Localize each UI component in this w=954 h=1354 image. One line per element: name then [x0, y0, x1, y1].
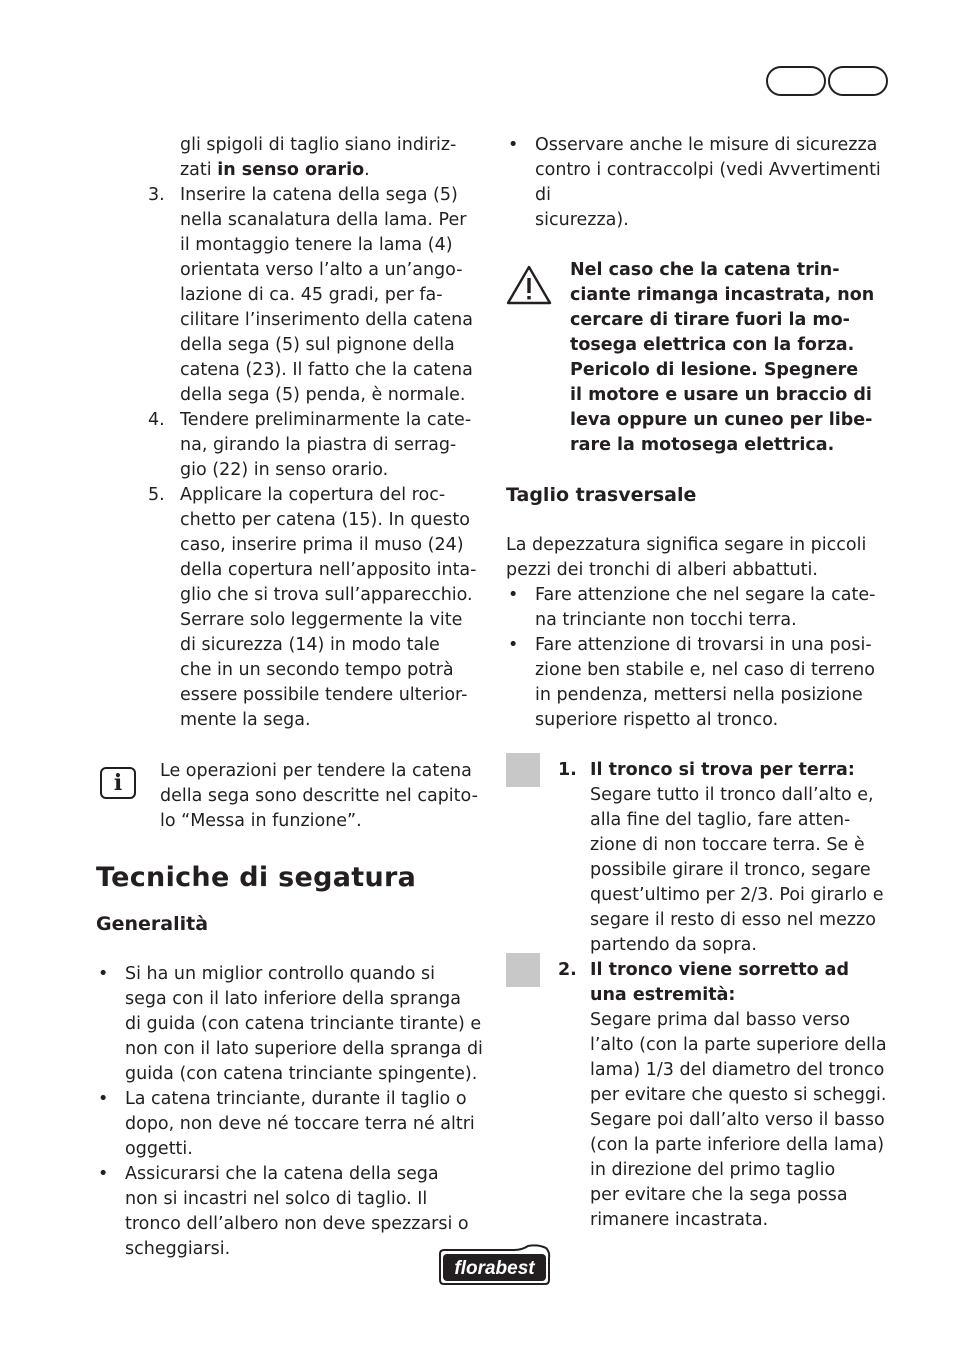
step-number: 2. — [558, 960, 577, 980]
bullet-icon: • — [98, 1164, 109, 1184]
step-heading: Il tronco si trova per terra: — [590, 760, 855, 780]
step-5 — [96, 483, 486, 733]
cut-step-2 — [506, 958, 898, 1233]
list-item — [506, 133, 898, 233]
warning-line: Nel caso che la catena trin- — [570, 260, 840, 280]
bullet-line: Fare attenzione di trovarsi in una posi- — [535, 635, 872, 655]
step-line: Serrare solo leggermente la vite — [180, 610, 463, 630]
step-line: orientata verso l’alto a un’ango- — [180, 260, 463, 280]
bullet-icon: • — [508, 635, 519, 655]
step-line: essere possibile tendere ulterior- — [180, 685, 468, 705]
left-column — [96, 133, 486, 1262]
bullet-line: tronco dell’albero non deve spezzarsi o — [125, 1214, 469, 1234]
info-icon: i — [100, 767, 136, 799]
warning-line: ciante rimanga incastrata, non — [570, 285, 875, 305]
step-4 — [96, 408, 486, 483]
step-line: della sega (5) sul pignone della — [180, 335, 455, 355]
step-line: della sega (5) penda, è normale. — [180, 385, 466, 405]
step-heading: una estremità: — [590, 985, 736, 1005]
list-item — [96, 1087, 486, 1162]
step-line: della copertura nell’apposito inta- — [180, 560, 477, 580]
subsection-title: Generalità — [96, 913, 209, 935]
bullet-icon: • — [508, 585, 519, 605]
step-line: Inserire la catena della sega (5) — [180, 185, 458, 205]
step-number: 4. — [148, 410, 165, 430]
step-line: in direzione del primo taglio — [590, 1160, 836, 1180]
note-line: lo “Messa in funzione”. — [160, 811, 362, 831]
step-line: alla fine del taglio, fare atten- — [590, 810, 851, 830]
step-line: caso, inserire prima il muso (24) — [180, 535, 464, 555]
warning-box — [506, 258, 898, 458]
step-line: gio (22) in senso orario. — [180, 460, 389, 480]
step-line: Segare prima dal basso verso — [590, 1010, 851, 1030]
subsection-title: Taglio trasversale — [506, 484, 697, 506]
step-line: glio che si trova sull’apparecchio. — [180, 585, 473, 605]
bullet-line: La catena trinciante, durante il taglio o — [125, 1089, 467, 1109]
step-line: zione di non toccare terra. Se è — [590, 835, 865, 855]
cut-step-1 — [506, 758, 898, 958]
bullet-line: Assicurarsi che la catena della sega — [125, 1164, 439, 1184]
step-line: per evitare che la sega possa — [590, 1185, 848, 1205]
step-line: che in un secondo tempo potrà — [180, 660, 454, 680]
bullet-line: in pendenza, mettersi nella posizione — [535, 685, 863, 705]
step-3 — [96, 183, 486, 408]
note-line: Le operazioni per tendere la catena — [160, 761, 472, 781]
bullet-line: dopo, non deve né toccare terra né altri — [125, 1114, 475, 1134]
step-line: quest’ultimo per 2/3. Poi girarlo e — [590, 885, 884, 905]
bullet-icon: • — [508, 135, 519, 155]
step-number: 5. — [148, 485, 165, 505]
language-badge — [766, 66, 890, 98]
step-line: partendo da sopra. — [590, 935, 757, 955]
warning-line: rare la motosega elettrica. — [570, 435, 835, 455]
list-item — [96, 962, 486, 1087]
bullet-list — [96, 962, 486, 1262]
florabest-logo — [438, 1244, 552, 1288]
step-line: Segare tutto il tronco dall’alto e, — [590, 785, 874, 805]
intro-line: La depezzatura significa segare in piccoli — [506, 535, 867, 555]
bullet-icon: • — [98, 964, 109, 984]
bullet-line: sega con il lato inferiore della spranga — [125, 989, 462, 1009]
note-line: della sega sono descritte nel capito- — [160, 786, 478, 806]
bullet-icon: • — [98, 1089, 109, 1109]
step-line: (con la parte inferiore della lama) — [590, 1135, 885, 1155]
bullet-line: scheggiarsi. — [125, 1239, 231, 1259]
step-line: Applicare la copertura del roc- — [180, 485, 446, 505]
figure-marker — [506, 953, 540, 987]
list-item — [96, 1162, 486, 1262]
language-badge-left — [766, 66, 826, 96]
bullet-line: guida (con catena trinciante spingente). — [125, 1064, 478, 1084]
step-line: catena (23). Il fatto che la catena — [180, 360, 473, 380]
bullet-line: di guida (con catena trinciante tirante) e — [125, 1014, 482, 1034]
logo-text: florabest — [454, 1258, 535, 1279]
step-line: Segare poi dall’alto verso il basso — [590, 1110, 885, 1130]
step-line: l’alto (con la parte superiore della — [590, 1035, 887, 1055]
bullet-line: oggetti. — [125, 1139, 193, 1159]
step-line: Tendere preliminarmente la cate- — [180, 410, 472, 430]
bullet-line: superiore rispetto al tronco. — [535, 710, 779, 730]
intro-line-bold: zati in senso orario. — [180, 160, 370, 180]
right-column — [506, 133, 898, 1233]
warning-triangle-icon — [506, 264, 552, 306]
step-line: lazione di ca. 45 gradi, per fa- — [180, 285, 443, 305]
bullet-line: Osservare anche le misure di sicurezza — [535, 135, 878, 155]
step-number: 3. — [148, 185, 165, 205]
intro-line: pezzi dei tronchi di alberi abbattuti. — [506, 560, 818, 580]
section-title: Tecniche di segatura — [96, 862, 417, 893]
bullet-line: na trinciante non tocchi terra. — [535, 610, 797, 630]
bullet-line: contro i contraccolpi (vedi Avvertimenti di — [535, 160, 881, 205]
language-badge-right — [828, 66, 888, 96]
bullet-line: non con il lato superiore della spranga di — [125, 1039, 483, 1059]
step-line: chetto per catena (15). In questo — [180, 510, 470, 530]
bullet-line: non si incastri nel solco di taglio. Il — [125, 1189, 428, 1209]
warning-line: il motore e usare un braccio di — [570, 385, 872, 405]
step-line: di sicurezza (14) in modo tale — [180, 635, 440, 655]
list-item — [506, 583, 898, 633]
bullet-line: Si ha un miglior controllo quando si — [125, 964, 436, 984]
bullet-line: sicurezza). — [535, 210, 629, 230]
step-line: nella scanalatura della lama. Per — [180, 210, 467, 230]
intro-paragraph — [506, 533, 898, 583]
warning-line: Pericolo di lesione. Spegnere — [570, 360, 859, 380]
step-line: segare il resto di esso nel mezzo — [590, 910, 876, 930]
warning-line: leva oppure un cuneo per libe- — [570, 410, 873, 430]
step-line: il montaggio tenere la lama (4) — [180, 235, 453, 255]
step-line: lama) 1/3 del diametro del tronco — [590, 1060, 885, 1080]
list-item — [506, 633, 898, 733]
step-line: na, girando la piastra di serrag- — [180, 435, 457, 455]
intro-line: gli spigoli di taglio siano indiriz- — [180, 135, 457, 155]
bullet-line: Fare attenzione che nel segare la cate- — [535, 585, 876, 605]
step-line: rimanere incastrata. — [590, 1210, 769, 1230]
step-heading: Il tronco viene sorretto ad — [590, 960, 850, 980]
warning-line: cercare di tirare fuori la mo- — [570, 310, 850, 330]
info-note — [96, 759, 486, 834]
bullet-line: zione ben stabile e, nel caso di terreno — [535, 660, 875, 680]
warning-line: tosega elettrica con la forza. — [570, 335, 855, 355]
figure-marker — [506, 753, 540, 787]
step-line: cilitare l’inserimento della catena — [180, 310, 473, 330]
step-line: mente la sega. — [180, 710, 311, 730]
step-number: 1. — [558, 760, 577, 780]
step-line: possibile girare il tronco, segare — [590, 860, 871, 880]
step-line: per evitare che questo si scheggi. — [590, 1085, 887, 1105]
